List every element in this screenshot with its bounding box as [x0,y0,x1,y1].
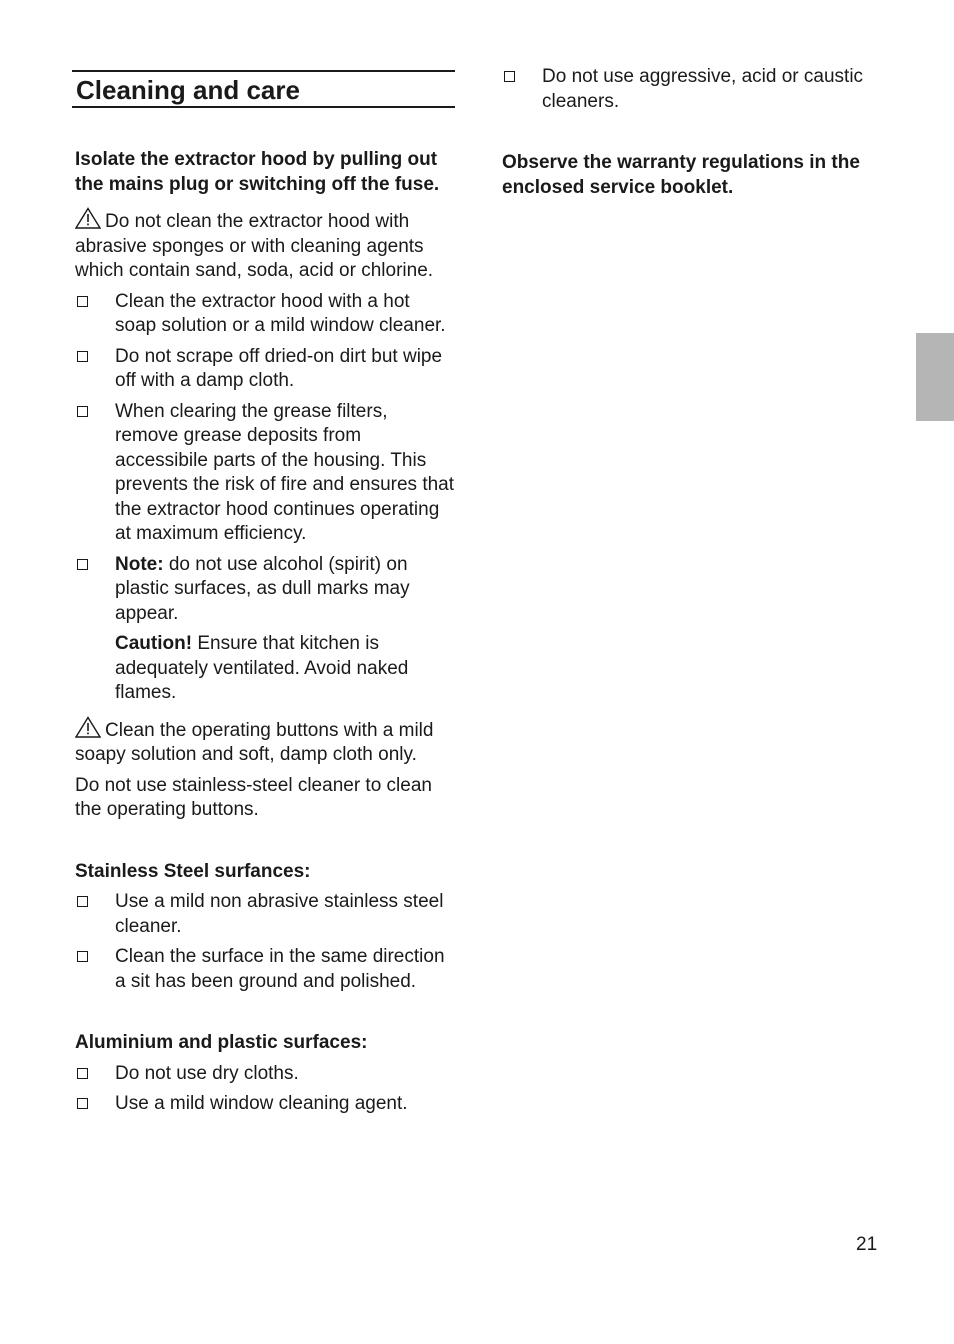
warning-paragraph-2 [75,716,455,768]
warning-text-1: Do not clean the extractor hood with abrasive sponges or with cleaning agents which contain sand, soda, acid or chlorine. [75,211,434,281]
list-item [75,345,455,394]
checkbox-bullet-icon [77,296,88,307]
left-column [75,148,455,1117]
list-item-text: Use a mild non abrasive stainless steel cleaner. [115,891,444,937]
list-item [75,890,455,939]
note-label: Note: [115,553,164,575]
checkbox-bullet-icon [77,1098,88,1109]
checkbox-bullet-icon [77,559,88,570]
list-item-text: Do not use aggressive, acid or caustic cleaners. [542,66,864,112]
list-item [502,65,887,114]
warning-paragraph-1 [75,207,455,284]
list-item-text: Clean the extractor hood with a hot soap solution or a mild window cleaner. [115,290,446,336]
right-column [502,65,887,200]
caution-text: Ensure that kitchen is adequately ventilated. Avoid naked flames. [115,633,409,703]
list-item [75,1092,455,1117]
warning-text-2: Clean the operating buttons with a mild soapy solution and soft, damp cloth only. [75,719,434,765]
caution-label: Caution! [115,633,193,654]
list-item-text: Do not scrape off dried-on dirt but wipe off with a damp cloth. [115,345,443,391]
list-item [75,290,455,339]
page-number: 21 [856,1234,878,1255]
page-title: Cleaning and care [76,75,300,105]
checkbox-bullet-icon [77,1068,88,1079]
checkbox-bullet-icon [504,71,515,82]
list-item [75,945,455,994]
checkbox-bullet-icon [77,951,88,962]
stainless-button-note: Do not use stainless-steel cleaner to clean the operating buttons. [75,774,432,820]
warning-triangle-icon [75,207,101,229]
checkbox-bullet-icon [77,896,88,907]
list-item [75,1062,455,1087]
list-item-text: Do not use dry cloths. [115,1062,299,1084]
side-thumb-tab [916,333,954,421]
caution-paragraph [75,632,455,706]
checkbox-bullet-icon [77,406,88,417]
list-item-text: Use a mild window cleaning agent. [115,1093,408,1114]
stainless-heading: Stainless Steel surfances: [75,860,311,882]
note-text: do not use alcohol (spirit) on plastic surfaces, as dull marks may appear. [115,553,410,624]
warranty-notice: Observe the warranty regulations in the enclosed service booklet. [502,152,860,198]
title-box [72,70,455,108]
list-item-text: Clean the surface in the same direction a sit has been ground and polished. [115,946,445,992]
warning-triangle-icon [75,716,101,738]
isolate-notice: Isolate the extractor hood by pulling out the mains plug or switching off the fuse. [75,149,440,195]
list-item-note [75,553,455,627]
aluminium-heading: Aluminium and plastic surfaces: [75,1032,368,1053]
list-item-text: When clearing the grease filters, remove grease deposits from accessibile parts of the housing. This prevents the risk of fire and ensures that the extractor hood continues operating at maximum efficiency. [115,400,455,544]
checkbox-bullet-icon [77,351,88,362]
list-item [75,400,455,547]
